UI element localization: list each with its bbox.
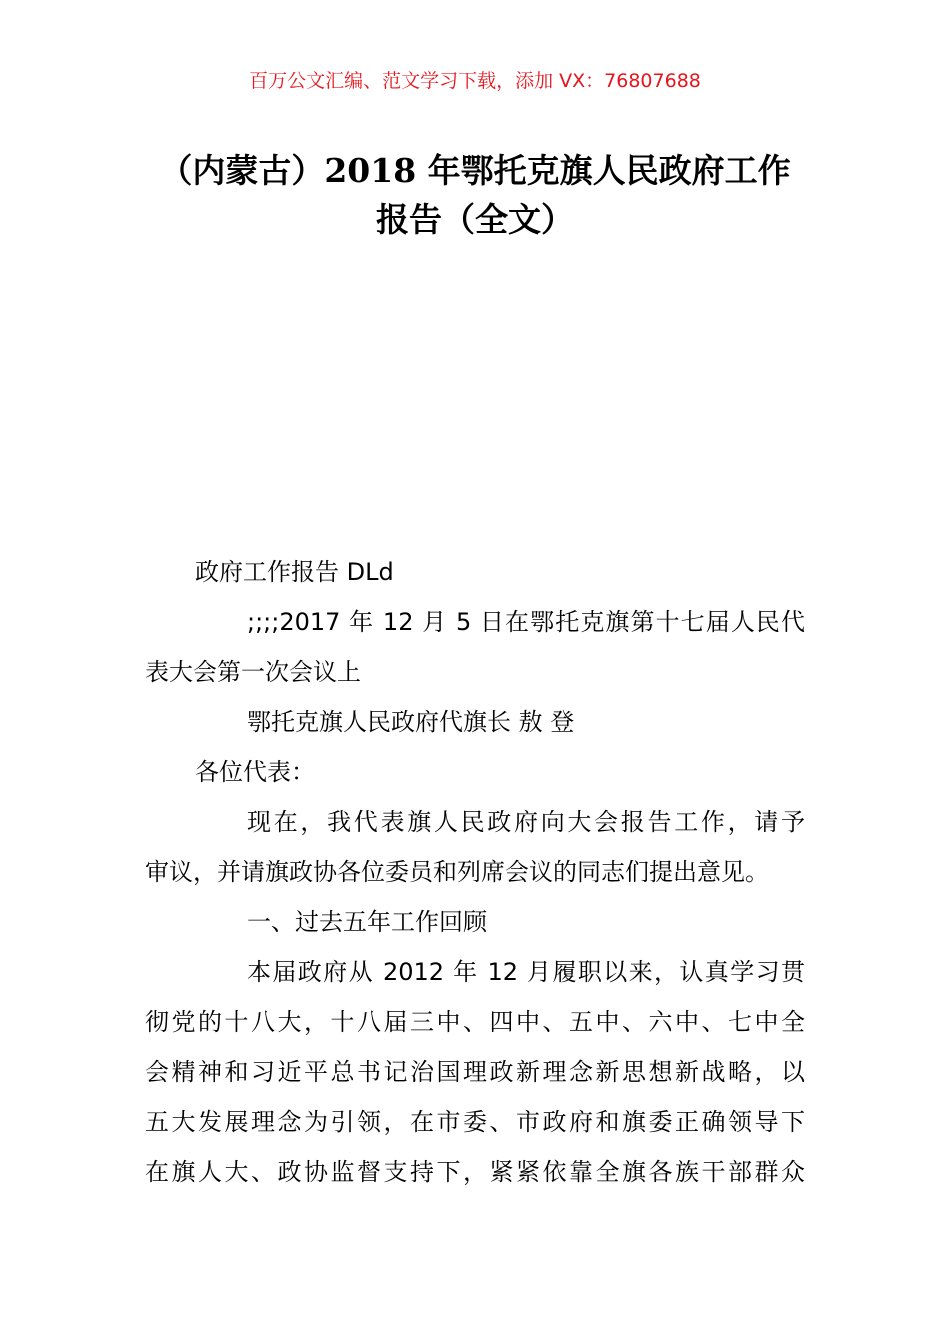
paragraph-line: 彻党的十八大，十八届三中、四中、五中、六中、七中全 [145, 1008, 805, 1036]
paragraph-line: 审议，并请旗政协各位委员和列席会议的同志们提出意见。 [145, 858, 769, 886]
speaker-line: 鄂托克旗人民政府代旗长 敖 登 [247, 708, 575, 736]
document-title-line-1: （内蒙古）2018 年鄂托克旗人民政府工作 [159, 151, 791, 190]
paragraph-line: 现在，我代表旗人民政府向大会报告工作，请予 [247, 808, 805, 836]
paragraph-line: 五大发展理念为引领，在市委、市政府和旗委正确领导下 [145, 1108, 805, 1136]
paragraph-line: 本届政府从 2012 年 12 月履职以来，认真学习贯 [247, 958, 805, 986]
report-heading: 政府工作报告 DLd [195, 558, 394, 586]
document-title-line-2: 报告（全文） [376, 200, 574, 239]
meeting-info-line: ;;;;2017 年 12 月 5 日在鄂托克旗第十七届人民代 [247, 608, 805, 636]
paragraph-line: 会精神和习近平总书记治国理政新理念新思想新战略，以 [145, 1058, 805, 1086]
salutation: 各位代表： [195, 758, 315, 786]
section-heading: 一、过去五年工作回顾 [247, 908, 487, 936]
paragraph-line: 在旗人大、政协监督支持下，紧紧依靠全旗各族干部群众 [145, 1158, 805, 1186]
meeting-info-line: 表大会第一次会议上 [145, 658, 361, 686]
header-notice: 百万公文汇编、范文学习下载，添加 VX：76807688 [249, 70, 701, 92]
